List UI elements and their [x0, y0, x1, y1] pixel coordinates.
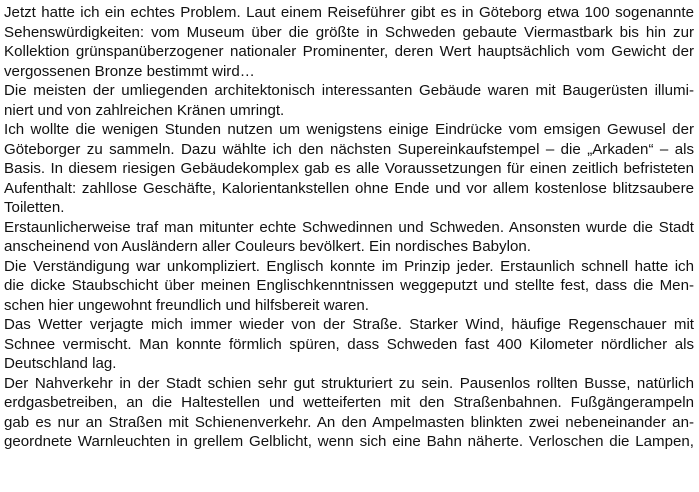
- text-line: Aufenthalt: zahllose Geschäfte, Kalorientankstellen ohne Ende und vor allem kostenlose blitzsaubere: [4, 179, 694, 197]
- text-line: Deutschland lag.: [4, 355, 117, 372]
- text-line: Toiletten.: [4, 199, 65, 216]
- text-line: Jetzt hatte ich ein echtes Problem. Laut einem Reiseführer gibt es in Göteborg etwa 100 sogenannte: [4, 4, 694, 21]
- text-line: Das Wetter verjagte mich immer wieder von der Straße. Starker Wind, häufige Regenschauer mit: [4, 316, 694, 333]
- text-line: Ich wollte die wenigen Stunden nutzen um wenigstens einige Eindrücke vom emsigen Gewusel der: [4, 121, 694, 138]
- text-line: Göteborger zu sammeln. Dazu wählte ich den nächsten Supereinkaufstempel – die „Arkaden“ – als: [4, 140, 694, 158]
- text-line: Schnee vermischt. Man konnte förmlich spüren, dass Schweden fast 400 Kilometer nördlicher als: [4, 335, 694, 353]
- text-line: Der Nahverkehr in der Stadt schien sehr gut strukturiert zu sein. Pausenlos rollten Busse, natürlich: [4, 374, 694, 392]
- paragraph: [4, 218, 694, 257]
- text-line: vergossenen Bronze bestimmt wird…: [4, 62, 255, 80]
- text-line: gab es nur an Straßen mit Schienenverkehr. An den Ampelmasten blinkten zwei nebeneinander an-: [4, 413, 694, 431]
- text-line: Sehenswürdigkeiten: vom Museum über die größte in Schweden gebaute Viermastbark bis hin zur: [4, 23, 694, 41]
- paragraph: [4, 81, 694, 120]
- paragraph: [4, 315, 694, 374]
- text-line: Kollektion grünspanüberzogener nationaler Prominenter, deren Wert hauptsächlich vom Gewicht der: [4, 43, 694, 60]
- text-line: anscheinend von Ausländern aller Couleurs bevölkert. Ein nordisches Babylon.: [4, 238, 531, 255]
- paragraph: [4, 120, 694, 218]
- text-line: Die Verständigung war unkompliziert. Englisch konnte im Prinzip jeder. Erstaunlich schnell hatte ich: [4, 257, 694, 275]
- paragraph: [4, 3, 694, 81]
- paragraph: [4, 374, 694, 452]
- text-line: geordnete Warnleuchten in grellem Gelblicht, wenn sich eine Bahn näherte. Verloschen die Lampen,: [4, 433, 694, 450]
- document-body: [4, 3, 694, 452]
- text-line: Basis. In diesem riesigen Gebäudekomplex gab es alle Voraussetzungen für einen zeitlich befristeten: [4, 160, 694, 177]
- text-line: niert und von zahlreichen Kränen umringt.: [4, 101, 285, 119]
- text-line: Die meisten der umliegenden architektonisch interessanten Gebäude waren mit Baugerüsten illumi-: [4, 82, 694, 99]
- text-line: schen hier ungewohnt freundlich und hilfsbereit waren.: [4, 296, 369, 314]
- paragraph: [4, 257, 694, 316]
- text-line: Erstaunlicherweise traf man mitunter echte Schwedinnen und Schweden. Ansonsten wurde die Stadt: [4, 218, 694, 236]
- text-line: erdgasbetreiben, an die Haltestellen und wetteiferten mit den Straßenbahnen. Fußgängerampeln: [4, 394, 694, 411]
- text-line: die dicke Staubschicht über meinen Englischkenntnissen weggeputzt und stellte fest, dass die Men-: [4, 277, 694, 294]
